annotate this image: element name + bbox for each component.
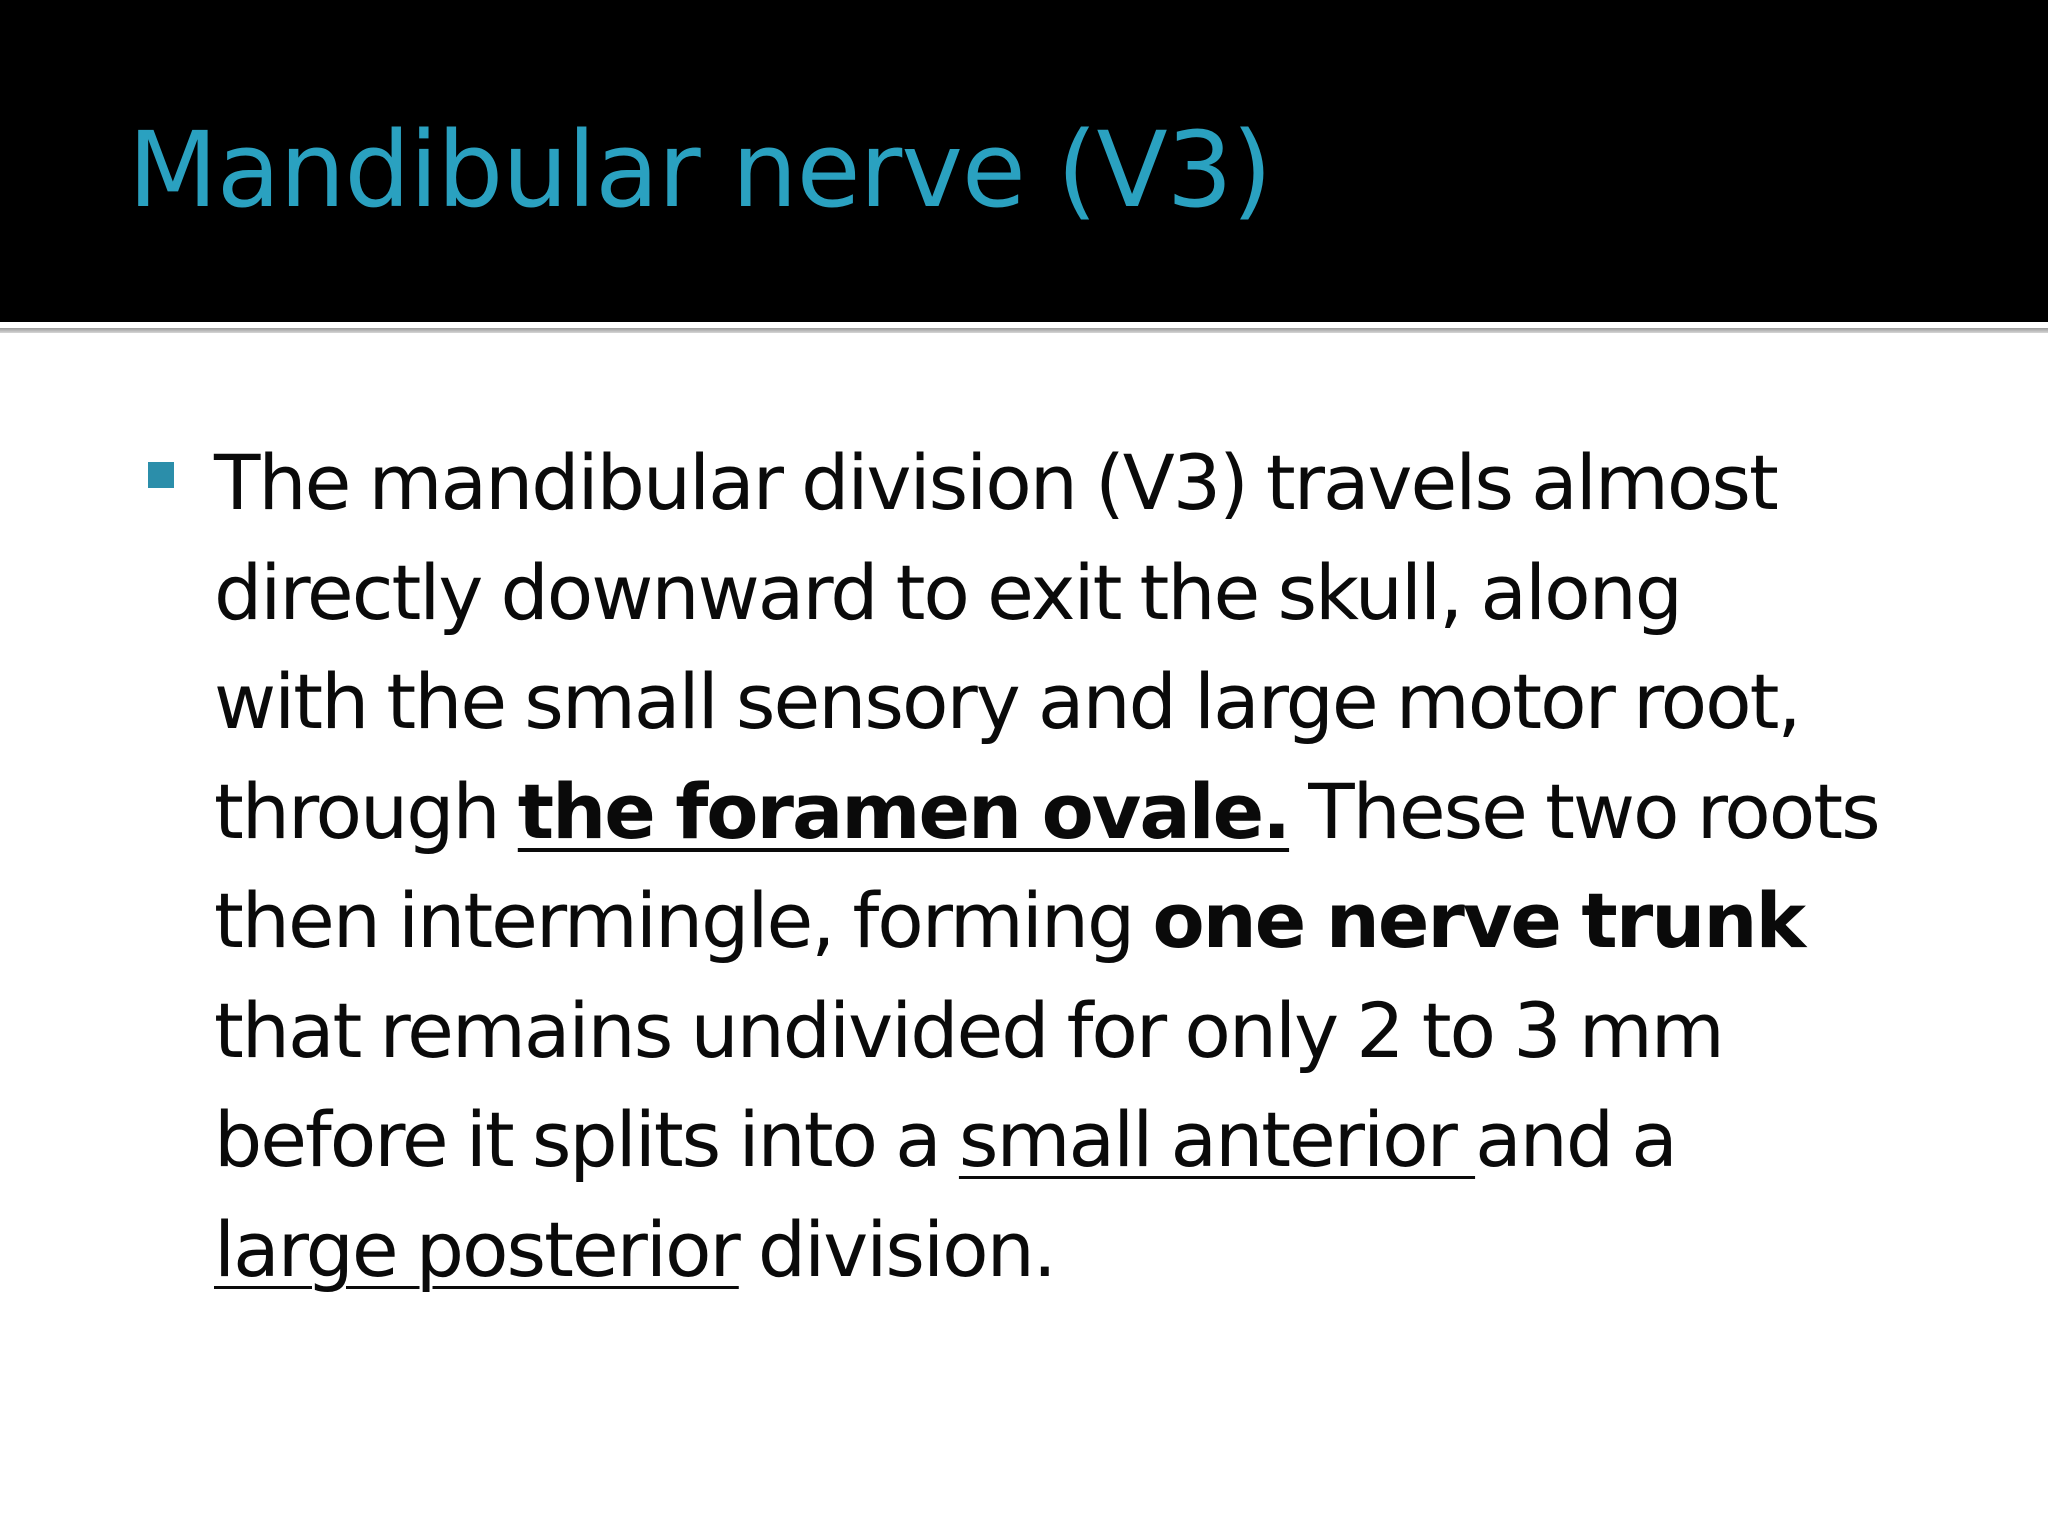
body-line-2 — [214, 538, 1934, 648]
emphasis-nerve-trunk: one nerve trunk — [1152, 876, 1804, 965]
body-text: before it splits into a — [214, 1095, 959, 1184]
title-band — [0, 0, 2048, 322]
bullet-paragraph — [214, 428, 1934, 1304]
body-text: and a — [1475, 1095, 1676, 1184]
emphasis-foramen-ovale: the foramen ovale. — [517, 766, 1290, 856]
body-line-3 — [214, 647, 1934, 757]
body-line-6 — [214, 976, 1934, 1086]
body-text: that remains undivided for only 2 to 3 mm — [214, 985, 1723, 1075]
body-line-7 — [214, 1085, 1934, 1195]
body-text: The mandibular division (V3) travels almost — [214, 438, 1777, 527]
emphasis-small-anterior: small anterior — [958, 1095, 1476, 1184]
body-text: with the small sensory and large motor root, — [214, 657, 1800, 746]
body-text: directly downward to exit the skull, along — [214, 547, 1682, 637]
body-text: then intermingle, forming — [214, 876, 1153, 965]
emphasis-large-posterior: large posterior — [214, 1204, 739, 1294]
body-line-1 — [214, 428, 1934, 538]
body-line-8 — [214, 1195, 1934, 1305]
body-text: through — [214, 766, 518, 856]
title-divider-gray — [0, 328, 2048, 333]
square-bullet-icon — [148, 462, 174, 488]
body-text: These two roots — [1289, 766, 1879, 856]
slide-title: Mandibular nerve (V3) — [128, 109, 1272, 231]
body-line-4 — [214, 757, 1934, 867]
body-text: division. — [738, 1204, 1055, 1294]
body-line-5 — [214, 866, 1934, 976]
